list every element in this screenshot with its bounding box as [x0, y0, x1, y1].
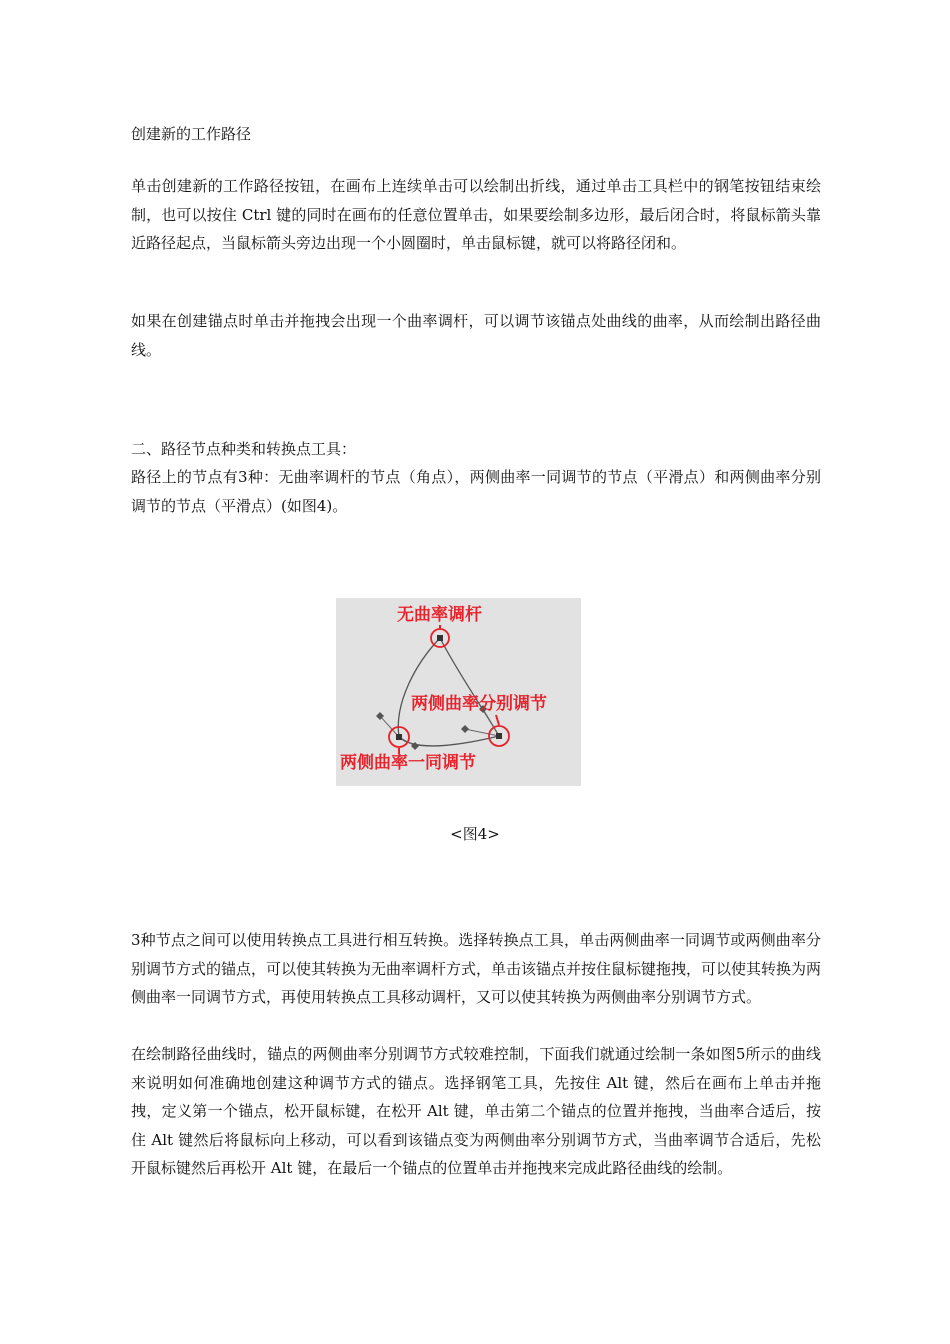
paragraph-convert-point: 3种节点之间可以使用转换点工具进行相互转换。选择转换点工具，单击两侧曲率一同调节或两侧曲率分别调节方式的锚点，可以使其转换为无曲率调杆方式，单击该锚点并按住鼠标键拖拽，可以使其转换为两侧曲率一同调节方式，再使用转换点工具移动调杆，又可以使其转换为两侧曲率分别调节方式。	[131, 931, 822, 1006]
anchor-smooth-separate	[496, 733, 502, 739]
figure-caption: <图4>	[450, 825, 500, 843]
label-together-smooth: 两侧曲率一同调节	[340, 753, 476, 773]
paragraph-draw-curve: 在绘制路径曲线时，锚点的两侧曲率分别调节方式较难控制，下面我们就通过绘制一条如图5所示的曲线来说明如何准确地创建这种调节方式的锚点。选择钢笔工具，先按住 Alt 键，然后在画布上单击并拖拽，定义第一个锚点，松开鼠标键，在松开 Alt 键，单击第二个锚点的位置并拖拽，当曲率合适后，按住 Alt 键然后将鼠标向上移动，可以看到该锚点变为两侧曲率分别调节方式，当曲率调节合适后，先松开鼠标键然后再松开 Alt 键，在最后一个锚点的位置单击并拖拽来完成此路径曲线的绘制。	[131, 1045, 821, 1177]
handle-line-right-left	[465, 729, 499, 736]
handle-point-3	[461, 725, 469, 733]
pointer-mid	[496, 715, 499, 725]
figure-4-node-types	[336, 598, 581, 786]
anchor-corner	[437, 635, 443, 641]
paragraph-curvature-handle: 如果在创建锚点时单击并拖拽会出现一个曲率调杆，可以调节该锚点处曲线的曲率，从而绘制出路径曲线。	[131, 312, 821, 359]
curve-left	[398, 638, 440, 737]
label-separate-smooth: 两侧曲率分别调节	[411, 694, 547, 714]
label-corner-point: 无曲率调杆	[397, 605, 482, 625]
section2-title: 二、路径节点种类和转换点工具：	[131, 440, 357, 458]
anchor-smooth-together	[396, 734, 402, 740]
paragraph-create-path: 单击创建新的工作路径按钮，在画布上连续单击可以绘制出折线，通过单击工具栏中的钢笔按钮结束绘制，也可以按住 Ctrl 键的同时在画布的任意位置单击，如果要绘制多边形，最后闭合时，将鼠标箭头靠近路径起点，当鼠标箭头旁边出现一个小圆圈时，单击鼠标键，就可以将路径闭和。	[131, 177, 821, 252]
section2-body: 路径上的节点有3种：无曲率调杆的节点（角点），两侧曲率一同调节的节点（平滑点）和两侧曲率分别调节的节点（平滑点）(如图4)。	[131, 468, 821, 515]
section-heading: 创建新的工作路径	[131, 125, 252, 143]
